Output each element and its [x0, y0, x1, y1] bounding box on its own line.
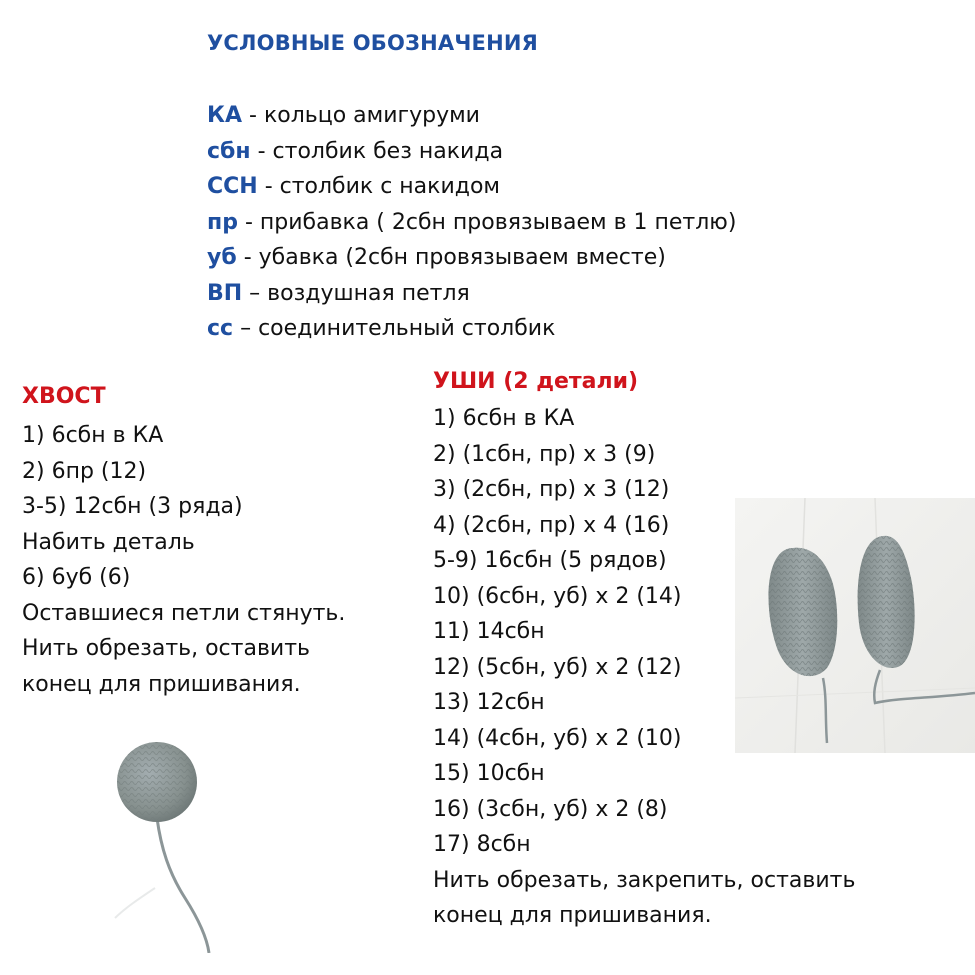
legend-abbr: ССН	[207, 174, 258, 199]
legend-item	[207, 276, 736, 312]
legend-list	[207, 98, 736, 347]
legend-abbr: пр	[207, 209, 238, 235]
ears-step: 16) (3сбн, уб) х 2 (8)	[433, 796, 668, 822]
tail-step: 3-5) 12сбн (3 ряда)	[22, 494, 243, 519]
tail-steps-list	[22, 418, 345, 702]
legend-desc: – воздушная петля	[242, 280, 470, 306]
crochet-ears-icon	[735, 498, 975, 753]
legend-desc: - кольцо амигуруми	[242, 103, 480, 128]
tail-step: Нить обрезать, оставить	[22, 636, 310, 661]
tail-step: 6) 6уб (6)	[22, 565, 131, 590]
ears-step: 13) 12сбн	[433, 690, 545, 715]
ears-step: 3) (2сбн, пр) х 3 (12)	[433, 477, 670, 502]
tail-step: 2) 6пр (12)	[22, 458, 147, 484]
legend-desc: – соединительный столбик	[233, 316, 556, 341]
ears-step: 10) (6сбн, уб) х 2 (14)	[433, 583, 682, 609]
legend-item	[207, 98, 736, 134]
tail-step: Оставшиеся петли стянуть.	[22, 600, 346, 626]
ears-step: 1) 6сбн в КА	[433, 406, 575, 431]
legend-item	[207, 240, 736, 276]
legend-item	[207, 311, 736, 347]
legend-desc: - прибавка ( 2сбн провязываем в 1 петлю)	[237, 209, 737, 235]
ears-step: 14) (4сбн, уб) х 2 (10)	[433, 725, 682, 751]
ears-step: конец для пришивания.	[433, 903, 712, 928]
ears-step: Нить обрезать, закрепить, оставить	[433, 867, 856, 893]
ears-step: 11) 14сбн	[433, 619, 545, 644]
legend-abbr: ВП	[207, 280, 243, 306]
legend-desc: - убавка (2сбн провязываем вместе)	[236, 245, 666, 270]
legend-desc: - столбик с накидом	[257, 174, 501, 199]
legend-abbr: сс	[207, 316, 234, 341]
ears-step: 17) 8сбн	[433, 832, 531, 857]
ears-step: 4) (2сбн, пр) х 4 (16)	[433, 512, 670, 538]
legend-abbr: уб	[207, 245, 237, 270]
legend-title: УСЛОВНЫЕ ОБОЗНАЧЕНИЯ	[207, 31, 538, 55]
legend-item	[207, 169, 736, 205]
ears-step: 5-9) 16сбн (5 рядов)	[433, 548, 667, 573]
ears-step: 15) 10сбн	[433, 761, 545, 786]
legend-abbr: сбн	[207, 138, 251, 164]
legend-item	[207, 205, 736, 241]
tail-step: конец для пришивания.	[22, 671, 301, 697]
ears-step: 12) (5сбн, уб) х 2 (12)	[433, 654, 682, 680]
tail-step: 1) 6сбн в КА	[22, 423, 164, 448]
tail-section-title: ХВОСТ	[22, 384, 106, 409]
crochet-ball-icon	[95, 738, 295, 953]
ears-step: 2) (1сбн, пр) х 3 (9)	[433, 441, 656, 467]
legend-abbr: КА	[207, 103, 243, 128]
tail-step: Набить деталь	[22, 529, 195, 555]
ears-section-title: УШИ (2 детали)	[433, 369, 639, 394]
legend-desc: - столбик без накида	[250, 138, 504, 164]
legend-item	[207, 134, 736, 170]
